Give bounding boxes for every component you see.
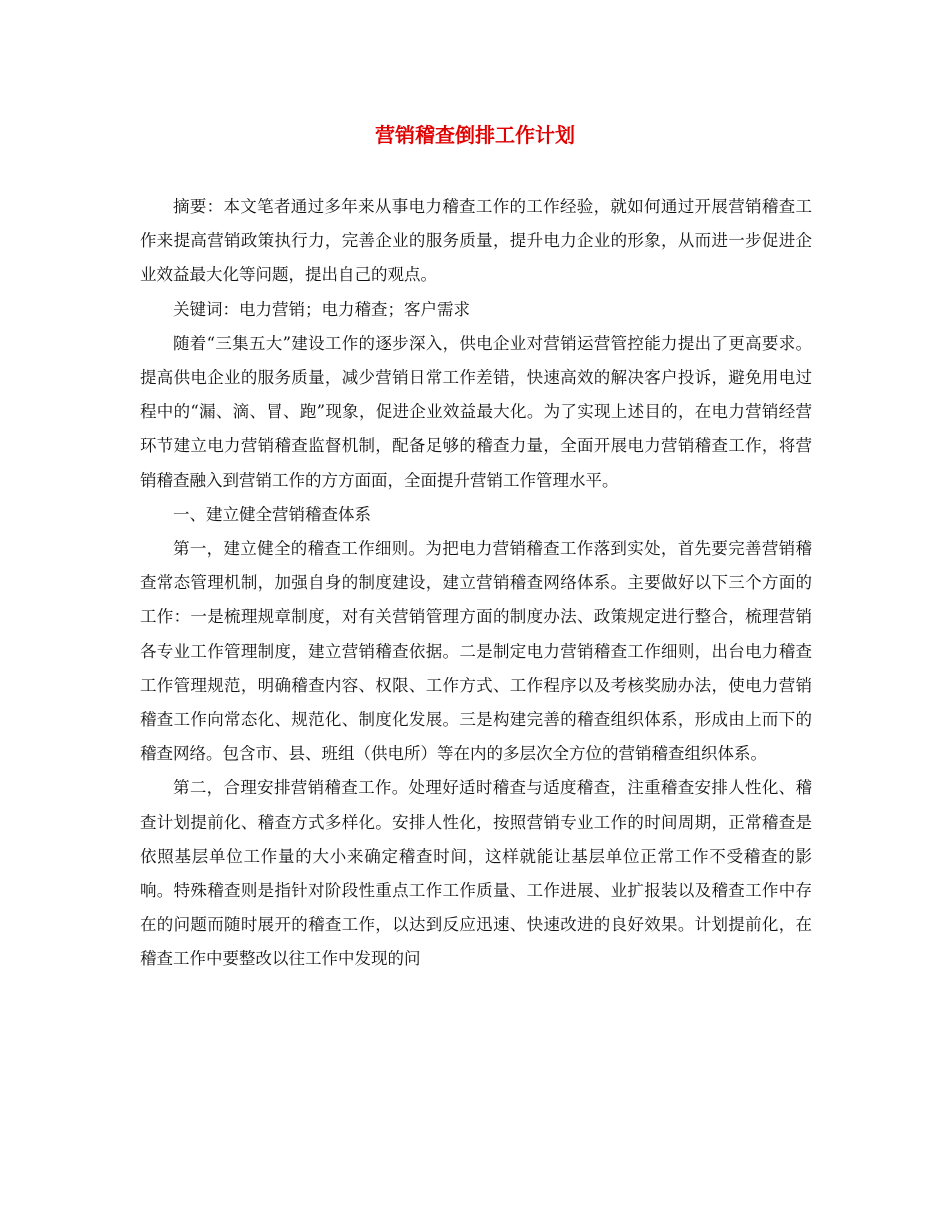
body-paragraph-1: 第一，建立健全的稽查工作细则。为把电力营销稽查工作落到实处，首先要完善营销稽查常态管理机制，加强自身的制度建设，建立营销稽查网络体系。主要做好以下三个方面的工作：一是梳理规章制度，对有关营销管理方面的制度办法、政策规定进行整合，梳理营销各专业工作管理制度，建立营销稽查依据。二是制定电力营销稽查工作细则，出台电力稽查工作管理规范，明确稽查内容、权限、工作方式、工作程序以及考核奖励办法，使电力营销稽查工作向常态化、规范化、制度化发展。三是构建完善的稽查组织体系，形成由上而下的稽查网络。包含市、县、班组（供电所）等在内的多层次全方位的营销稽查组织体系。 xyxy=(140,539,812,764)
document-body xyxy=(140,190,812,977)
keywords-paragraph: 关键词：电力营销；电力稽查；客户需求 xyxy=(173,299,470,319)
document-title: 营销稽查倒排工作计划 xyxy=(375,123,575,147)
intro-paragraph: 随着“三集五大”建设工作的逐步深入，供电企业对营销运营管控能力提出了更高要求。提高供电企业的服务质量，减少营销日常工作差错，快速高效的解决客户投诉，避免用电过程中的“漏、滴、冒、跑”现象，促进企业效益最大化。为了实现上述目的，在电力营销经营环节建立电力营销稽查监督机制，配备足够的稽查力量，全面开展电力营销稽查工作，将营销稽查融入到营销工作的方方面面，全面提升营销工作管理水平。 xyxy=(140,333,812,490)
section-heading-1: 一、建立健全营销稽查体系 xyxy=(173,504,371,524)
abstract-paragraph: 摘要：本文笔者通过多年来从事电力稽查工作的工作经验，就如何通过开展营销稽查工作来提高营销政策执行力，完善企业的服务质量，提升电力企业的形象，从而进一步促进企业效益最大化等问题，提出自己的观点。 xyxy=(140,197,812,285)
body-paragraph-2: 第二，合理安排营销稽查工作。处理好适时稽查与适度稽查，注重稽查安排人性化、稽查计划提前化、稽查方式多样化。安排人性化，按照营销专业工作的时间周期，正常稽查是依照基层单位工作量的大小来确定稽查时间，这样就能让基层单位正常工作不受稽查的影响。特殊稽查则是指针对阶段性重点工作工作质量、工作进展、业扩报装以及稽查工作中存在的问题而随时展开的稽查工作，以达到反应迅速、快速改进的良好效果。计划提前化，在稽查工作中要整改以往工作中发现的问 xyxy=(140,778,812,969)
